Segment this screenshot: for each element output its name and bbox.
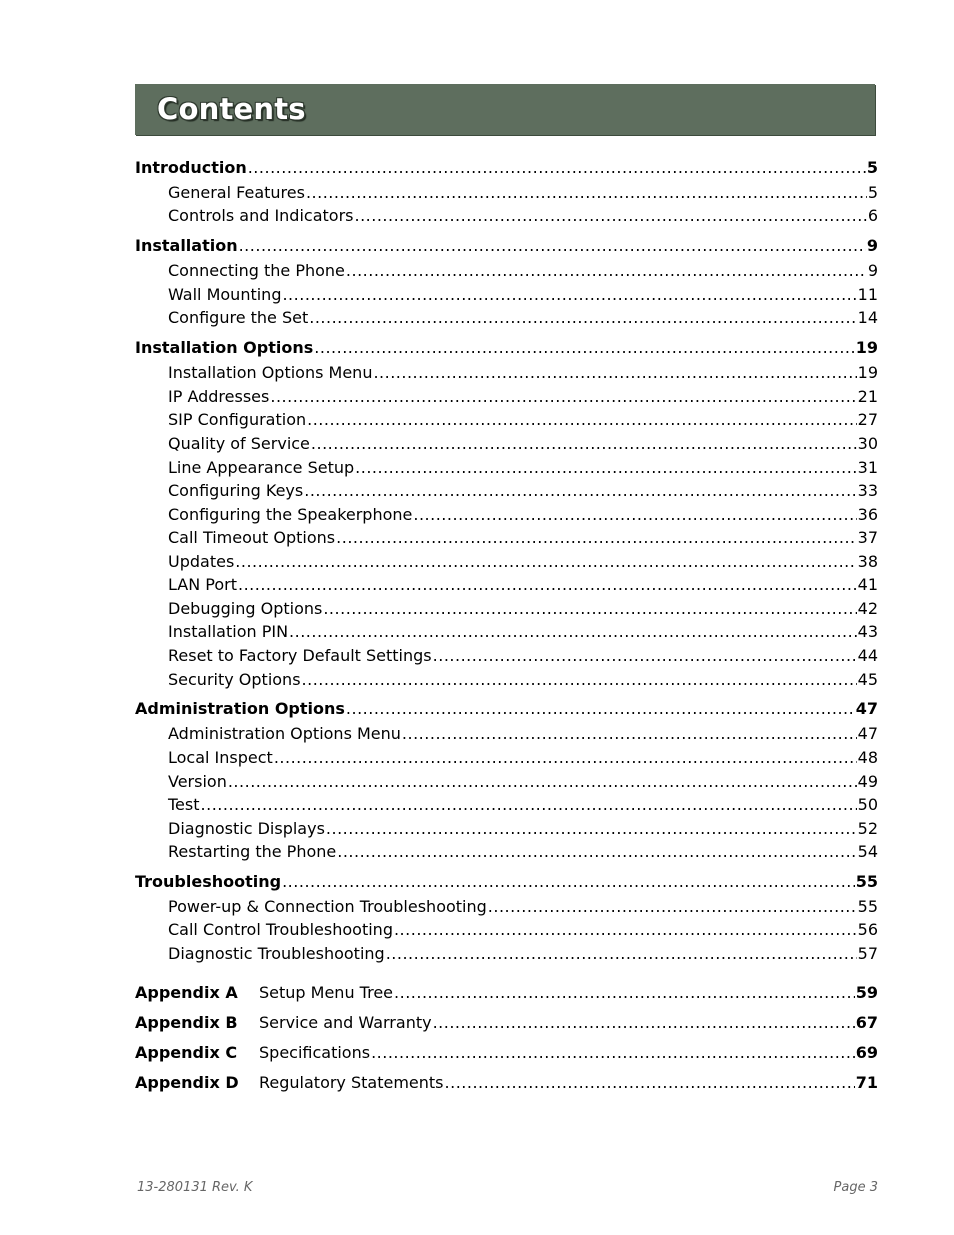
footer-page-number: Page 3 — [833, 1180, 878, 1195]
dot-leader — [355, 458, 856, 478]
toc-appendix-entry[interactable] — [135, 1073, 878, 1093]
dot-leader — [282, 285, 856, 305]
toc-entry-title: Version — [168, 772, 227, 791]
toc-entry-page: 55 — [857, 897, 878, 916]
toc-subsection-entry[interactable] — [168, 646, 878, 666]
toc-entry-title: Installation PIN — [168, 622, 289, 641]
appendix-label: Appendix D — [135, 1073, 239, 1092]
toc-subsection-entry[interactable] — [168, 458, 878, 478]
toc-subsection-entry[interactable] — [168, 575, 878, 595]
toc-entry-title: Test — [168, 795, 200, 814]
dot-leader — [228, 772, 857, 792]
toc-subsection-entry[interactable] — [168, 505, 878, 525]
toc-entry-title: Administration Options — [135, 699, 345, 718]
toc-entry-page: 5 — [866, 158, 878, 177]
toc-entry-title: Installation Options Menu — [168, 363, 373, 382]
toc-subsection-entry[interactable] — [168, 410, 878, 430]
toc-entry-page: 44 — [857, 646, 878, 665]
toc-entry-page: 14 — [857, 308, 878, 327]
toc-entry-page: 50 — [857, 795, 878, 814]
toc-entry-title: Call Timeout Options — [168, 528, 336, 547]
dot-leader — [433, 646, 857, 666]
toc-entry-title: General Features — [168, 183, 305, 202]
dot-leader — [201, 795, 857, 815]
toc-entry-title: Reset to Factory Default Settings — [168, 646, 432, 665]
toc-subsection-entry[interactable] — [168, 387, 878, 407]
toc-entry-title: Troubleshooting — [135, 872, 282, 891]
toc-appendix-entry[interactable] — [135, 1013, 878, 1033]
toc-subsection-entry[interactable] — [168, 434, 878, 454]
toc-entry-title: Configure the Set — [168, 308, 309, 327]
toc-entry-title: Restarting the Phone — [168, 842, 337, 861]
toc-entry-title: Updates — [168, 552, 235, 571]
toc-section-entry[interactable] — [135, 699, 878, 719]
toc-entry-title: Line Appearance Setup — [168, 458, 355, 477]
toc-entry-title: Installation Options — [135, 338, 314, 357]
toc-entry-page: 6 — [867, 206, 878, 225]
toc-entry-page: 38 — [857, 552, 878, 571]
footer-doc-number: 13-280131 Rev. K — [137, 1180, 253, 1195]
toc-entry-page: 69 — [855, 1043, 878, 1062]
toc-subsection-entry[interactable] — [168, 206, 878, 226]
toc-entry-page: 37 — [857, 528, 878, 547]
dot-leader — [311, 434, 857, 454]
toc-entry-page: 56 — [857, 920, 878, 939]
toc-entry-page: 43 — [857, 622, 878, 641]
appendix-label: Appendix B — [135, 1013, 238, 1032]
toc-entry-page: 57 — [857, 944, 878, 963]
dot-leader — [346, 699, 855, 719]
toc-entry-page: 19 — [857, 363, 878, 382]
toc-entry-title: Administration Options Menu — [168, 724, 401, 743]
dot-leader — [235, 552, 856, 572]
toc-entry-title: Diagnostic Displays — [168, 819, 325, 838]
toc-entry-page: 45 — [857, 670, 878, 689]
toc-subsection-entry[interactable] — [168, 599, 878, 619]
dot-leader — [394, 920, 857, 940]
toc-entry-title: Local Inspect — [168, 748, 273, 767]
toc-entry-title: Regulatory Statements — [259, 1073, 444, 1092]
dot-leader — [323, 599, 856, 619]
toc-subsection-entry[interactable] — [168, 261, 878, 281]
toc-entry-page: 49 — [857, 772, 878, 791]
dot-leader — [326, 819, 857, 839]
toc-subsection-entry[interactable] — [168, 920, 878, 940]
toc-subsection-entry[interactable] — [168, 308, 878, 328]
toc-subsection-entry[interactable] — [168, 724, 878, 744]
toc-section-entry[interactable] — [135, 158, 878, 178]
toc-entry-title: Configuring Keys — [168, 481, 304, 500]
toc-section-entry[interactable] — [135, 236, 878, 256]
dot-leader — [386, 944, 857, 964]
toc-section-entry[interactable] — [135, 338, 878, 358]
dot-leader — [445, 1073, 855, 1093]
toc-subsection-entry[interactable] — [168, 795, 878, 815]
toc-entry-page: 67 — [855, 1013, 878, 1032]
toc-subsection-entry[interactable] — [168, 897, 878, 917]
toc-subsection-entry[interactable] — [168, 819, 878, 839]
toc-subsection-entry[interactable] — [168, 528, 878, 548]
toc-entry-title: Wall Mounting — [168, 285, 282, 304]
toc-entry-page: 48 — [857, 748, 878, 767]
toc-entry-page: 47 — [855, 699, 878, 718]
dot-leader — [289, 622, 857, 642]
toc-entry-title: Installation — [135, 236, 238, 255]
dot-leader — [304, 481, 856, 501]
toc-subsection-entry[interactable] — [168, 285, 878, 305]
toc-entry-title: Quality of Service — [168, 434, 310, 453]
toc-entry-page: 52 — [857, 819, 878, 838]
toc-entry-page: 5 — [867, 183, 878, 202]
toc-entry-title: Introduction — [135, 158, 247, 177]
toc-entry-page: 9 — [867, 261, 878, 280]
appendix-label: Appendix A — [135, 983, 238, 1002]
page-title: Contents — [157, 92, 306, 126]
dot-leader — [314, 338, 854, 358]
dot-leader — [488, 897, 857, 917]
toc-entry-title: SIP Configuration — [168, 410, 307, 429]
toc-entry-page: 33 — [857, 481, 878, 500]
toc-subsection-entry[interactable] — [168, 183, 878, 203]
toc-entry-title: IP Addresses — [168, 387, 270, 406]
toc-entry-title: Security Options — [168, 670, 301, 689]
toc-entry-title: LAN Port — [168, 575, 237, 594]
dot-leader — [306, 183, 867, 203]
dot-leader — [302, 670, 857, 690]
toc-entry-page: 36 — [857, 505, 878, 524]
dot-leader — [282, 872, 855, 892]
toc-entry-title: Controls and Indicators — [168, 206, 354, 225]
toc-appendix-entry[interactable] — [135, 1043, 878, 1063]
dot-leader — [336, 528, 857, 548]
dot-leader — [354, 206, 866, 226]
toc-appendix-entry[interactable] — [135, 983, 878, 1003]
toc-entry-title: Setup Menu Tree — [259, 983, 394, 1002]
toc-entry-page: 27 — [857, 410, 878, 429]
toc-entry-page: 71 — [855, 1073, 878, 1092]
toc-section-entry[interactable] — [135, 872, 878, 892]
toc-entry-page: 55 — [855, 872, 878, 891]
toc-entry-page: 54 — [857, 842, 878, 861]
contents-banner — [135, 84, 875, 135]
toc-entry-page: 11 — [857, 285, 878, 304]
toc-entry-page: 30 — [857, 434, 878, 453]
toc-entry-page: 41 — [857, 575, 878, 594]
toc-entry-page: 47 — [857, 724, 878, 743]
toc-entry-title: Diagnostic Troubleshooting — [168, 944, 385, 963]
dot-leader — [248, 158, 866, 178]
toc-subsection-entry[interactable] — [168, 670, 878, 690]
toc-entry-page: 59 — [855, 983, 878, 1002]
dot-leader — [270, 387, 856, 407]
toc-subsection-entry[interactable] — [168, 552, 878, 572]
toc-entry-page: 19 — [855, 338, 878, 357]
dot-leader — [238, 575, 857, 595]
dot-leader — [346, 261, 867, 281]
dot-leader — [307, 410, 857, 430]
toc-entry-page: 21 — [857, 387, 878, 406]
dot-leader — [394, 983, 855, 1003]
dot-leader — [239, 236, 866, 256]
dot-leader — [309, 308, 856, 328]
toc-entry-title: Connecting the Phone — [168, 261, 345, 280]
toc-subsection-entry[interactable] — [168, 944, 878, 964]
toc-subsection-entry[interactable] — [168, 481, 878, 501]
toc-subsection-entry[interactable] — [168, 363, 878, 383]
dot-leader — [371, 1043, 855, 1063]
toc-subsection-entry[interactable] — [168, 748, 878, 768]
toc-entry-page: 31 — [857, 458, 878, 477]
toc-subsection-entry[interactable] — [168, 622, 878, 642]
toc-entry-title: Debugging Options — [168, 599, 323, 618]
toc-entry-title: Specifications — [259, 1043, 371, 1062]
dot-leader — [413, 505, 856, 525]
toc-entry-title: Call Control Troubleshooting — [168, 920, 393, 939]
dot-leader — [373, 363, 856, 383]
dot-leader — [337, 842, 856, 862]
dot-leader — [274, 748, 857, 768]
toc-entry-title: Configuring the Speakerphone — [168, 505, 413, 524]
dot-leader — [433, 1013, 855, 1033]
toc-subsection-entry[interactable] — [168, 842, 878, 862]
toc-entry-title: Power-up & Connection Troubleshooting — [168, 897, 487, 916]
toc-entry-page: 42 — [857, 599, 878, 618]
dot-leader — [402, 724, 857, 744]
toc-entry-title: Service and Warranty — [259, 1013, 432, 1032]
toc-subsection-entry[interactable] — [168, 772, 878, 792]
toc-entry-page: 9 — [866, 236, 878, 255]
appendix-label: Appendix C — [135, 1043, 238, 1062]
